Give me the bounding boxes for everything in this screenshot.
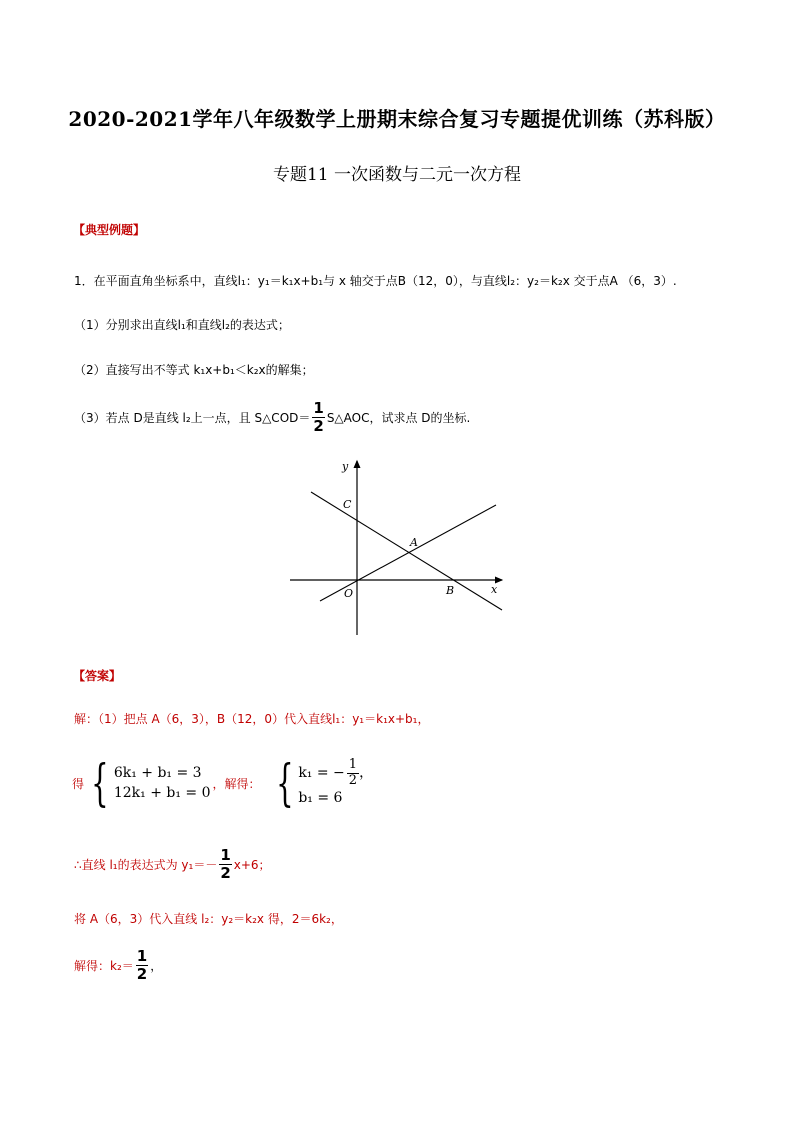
- answer-line-4: 将 A（6，3）代入直线 l₂：y₂＝k₂x 得，2＝6k₂，: [74, 912, 343, 926]
- page-title: 2020-2021学年八年级数学上册期末综合复习专题提优训练（苏科版）: [68, 107, 726, 131]
- line-5-denominator: 2: [136, 965, 148, 983]
- question-1-part-1: （1）分别求出直线l₁和直线l₂的表达式；: [74, 318, 290, 332]
- line-3-denominator: 2: [220, 864, 231, 882]
- y-axis-label: y: [342, 460, 349, 473]
- equation-2: 12k₁ + b₁ = 0: [113, 785, 211, 801]
- line-5-numerator: 1: [136, 947, 148, 965]
- answer-line-1: 解：（1）把点 A（6，3），B（12，0）代入直线l₁：y₁＝k₁x+b₁，: [74, 712, 430, 726]
- line-5-text-after: ，: [150, 959, 163, 973]
- solution-1-fraction: [347, 758, 359, 788]
- equation-1: 6k₁ + b₁ = 3: [113, 765, 202, 781]
- solution-1: [298, 758, 373, 788]
- question-1-part-2: （2）直接写出不等式 k₁x+b₁＜k₂x的解集；: [74, 363, 314, 377]
- line-l1: [311, 492, 502, 610]
- part-3-text-after: S△AOC，试求点 D的坐标.: [326, 411, 471, 425]
- solution-1-text: k₁ = −: [298, 765, 345, 781]
- example-heading: 【典型例题】: [73, 223, 146, 237]
- answer-heading: 【答案】: [73, 669, 122, 683]
- equation-system: [84, 754, 211, 812]
- fraction-numerator: 1: [313, 399, 324, 417]
- half-fraction: [312, 401, 324, 434]
- line-3-numerator: 1: [220, 846, 231, 864]
- solution-1-denominator: 2: [348, 772, 358, 788]
- line-5-fraction: [136, 949, 148, 982]
- solve-label: ，解得：: [212, 776, 261, 791]
- fraction-denominator: 2: [313, 417, 324, 435]
- coordinate-figure: [280, 455, 520, 640]
- page-subtitle: 专题11 一次函数与二元一次方程: [272, 165, 522, 185]
- left-brace-solution: {: [275, 754, 294, 812]
- question-1-part-3: [74, 401, 470, 434]
- point-b-label: B: [446, 584, 455, 597]
- question-1: 1．在平面直角坐标系中，直线l₁：y₁＝k₁x+b₁与 x 轴交于点B（12，0），与直线l₂：y₂＝k₂x 交于点A （6，3）.: [74, 274, 677, 288]
- solution-1-comma: ，: [359, 765, 374, 781]
- equation-system-row: [72, 754, 374, 812]
- answer-line-3: [74, 848, 271, 881]
- line-3-text-before: ∴直线 l₁的表达式为 y₁＝－: [74, 858, 218, 872]
- x-axis-label: x: [491, 583, 498, 596]
- part-3-text-before: （3）若点 D是直线 l₂上一点，且 S△COD＝: [74, 411, 311, 425]
- line-3-text-after: x+6；: [233, 858, 271, 872]
- solution-2: b₁ = 6: [298, 789, 343, 806]
- left-brace: {: [91, 754, 109, 812]
- origin-label: O: [344, 587, 354, 600]
- point-a-label: A: [410, 536, 418, 549]
- de-label: 得: [72, 776, 85, 791]
- point-c-label: C: [343, 498, 352, 511]
- solution-system: [269, 754, 374, 812]
- line-3-fraction: [219, 848, 231, 881]
- line-5-text-before: 解得：k₂＝: [74, 959, 134, 973]
- solution-1-numerator: 1: [348, 757, 358, 773]
- answer-line-5: [74, 949, 162, 982]
